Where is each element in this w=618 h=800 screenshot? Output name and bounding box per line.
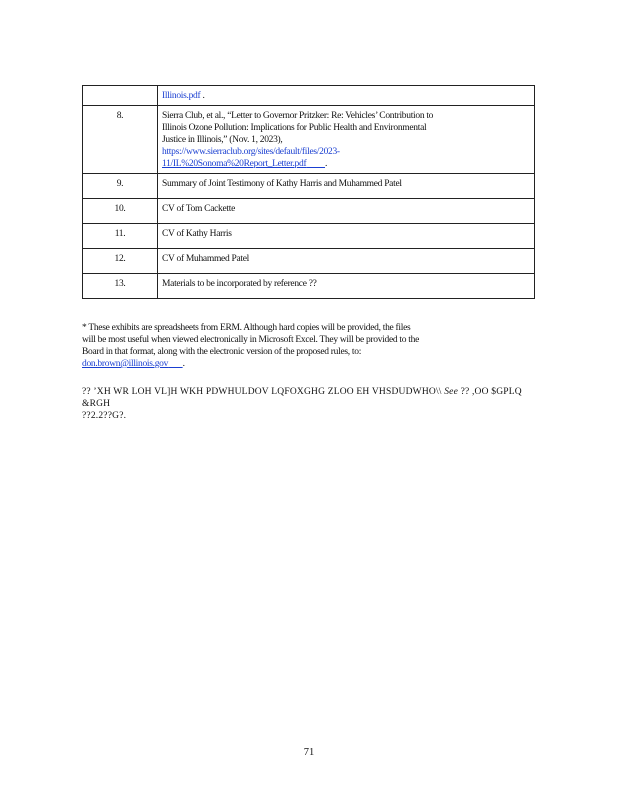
exhibit-description: CV of Muhammed Patel [158, 249, 535, 274]
exhibit-text-line: Illinois Ozone Pollution: Implications for Public Health and Environmental [162, 123, 427, 133]
email-link[interactable]: don.brown@illinois.gov [82, 359, 169, 369]
exhibit-table [82, 85, 535, 299]
exhibit-number: 11. [83, 224, 158, 249]
exhibit-link[interactable]: Illinois.pdf [162, 91, 201, 101]
exhibit-number: 12. [83, 249, 158, 274]
exhibit-number: 13. [83, 274, 158, 299]
note-line: will be most useful when viewed electronically in Microsoft Excel. They will be provided to the [82, 335, 419, 345]
exhibit-description [158, 106, 535, 174]
exhibit-number: 9. [83, 174, 158, 199]
exhibit-link[interactable]: 11/IL%20Sonoma%20Report_Letter.pdf [162, 159, 307, 169]
table-row [83, 249, 535, 274]
email-suffix: . [182, 359, 185, 369]
exhibit-number [83, 86, 158, 106]
table-row [83, 86, 535, 106]
note-line: Board in that format, along with the electronic version of the proposed rules, to: [82, 347, 362, 357]
table-row [83, 199, 535, 224]
footnote-text: ?? ’XH WR LOH VL]H WKH PDWHULDOV LQFOXGHG ZLOO EH VHSDUDWHO\\ [82, 387, 445, 397]
exhibit-note [82, 322, 542, 370]
footnote-text: ?? ,OO $GPLQ &RGH [82, 387, 522, 409]
table-row [83, 224, 535, 249]
table-row [83, 174, 535, 199]
exhibit-link-suffix: . [325, 159, 328, 169]
note-line: * These exhibits are spreadsheets from ERM. Although hard copies will be provided, the files [82, 323, 411, 333]
exhibit-description [158, 86, 535, 106]
exhibit-description: Materials to be incorporated by reference ?? [158, 274, 535, 299]
page-number: 71 [303, 747, 315, 758]
footnote-text: ??2.2??G?. [82, 411, 127, 421]
exhibit-number: 8. [83, 106, 158, 174]
exhibit-link[interactable]: https://www.sierraclub.org/sites/default/files/2023- [162, 147, 340, 157]
exhibit-description: Summary of Joint Testimony of Kathy Harris and Muhammed Patel [158, 174, 535, 199]
footnote [82, 386, 542, 422]
exhibit-number: 10. [83, 199, 158, 224]
exhibit-description: CV of Kathy Harris [158, 224, 535, 249]
exhibit-text-line: Justice in Illinois,” (Nov. 1, 2023), [162, 135, 283, 145]
exhibit-description: CV of Tom Cackette [158, 199, 535, 224]
table-row [83, 274, 535, 299]
exhibit-link-suffix: . [202, 91, 205, 101]
table-row [83, 106, 535, 174]
exhibit-text-line: Sierra Club, et al., “Letter to Governor Pritzker: Re: Vehicles’ Contribution to [162, 111, 434, 121]
footnote-see: See [444, 387, 458, 397]
